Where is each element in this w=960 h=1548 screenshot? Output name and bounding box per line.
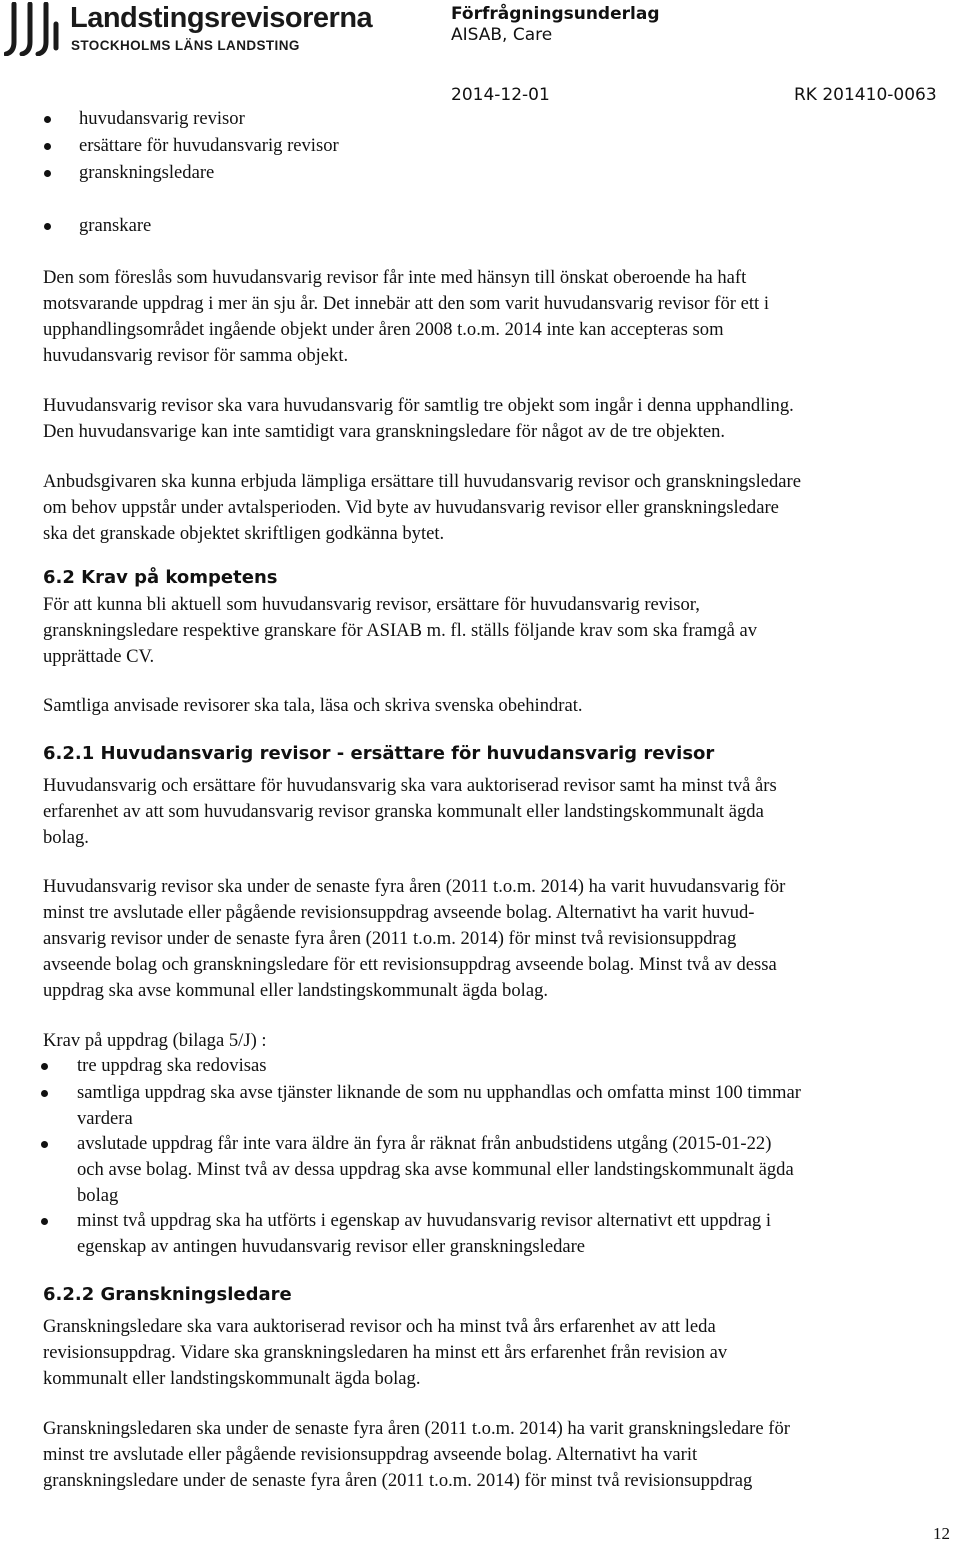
- text-line: ansvarig revisor under de senaste fyra åren (2011 t.o.m. 2014) för minst två revisionsuppdrag: [43, 928, 737, 949]
- text-line: För att kunna bli aktuell som huvudansvarig revisor, ersättare för huvudansvarig revisor,: [43, 594, 700, 615]
- bullet-icon: [41, 1141, 48, 1148]
- text-line: kommunalt eller landstingskommunalt ägda bolag.: [43, 1368, 421, 1389]
- text-line: upphandlingsområdet ingående objekt under åren 2008 t.o.m. 2014 inte kan accepteras som: [43, 319, 724, 340]
- list-item: minst två uppdrag ska ha utförts i egenskap av huvudansvarig revisor alternativt ett uppdrag i: [77, 1210, 771, 1231]
- paragraph-language: Samtliga anvisade revisorer ska tala, läsa och skriva svenska obehindrat.: [43, 695, 583, 716]
- list-item: tre uppdrag ska redovisas: [77, 1055, 267, 1076]
- bullet-icon: [41, 1218, 48, 1225]
- heading-6-2-2: 6.2.2 Granskningsledare: [43, 1284, 292, 1305]
- heading-6-2-1: 6.2.1 Huvudansvarig revisor - ersättare för huvudansvarig revisor: [43, 743, 715, 764]
- text-line: Huvudansvarig revisor ska under de senaste fyra åren (2011 t.o.m. 2014) ha varit huvudansvarig för: [43, 876, 786, 897]
- logo-subtitle: STOCKHOLMS LÄNS LANDSTING: [71, 38, 300, 53]
- text-line: uppdrag ska avse kommunal eller landstingskommunalt ägda bolag.: [43, 980, 549, 1001]
- bullet-icon: [41, 1063, 48, 1070]
- text-line: granskningsledare respektive granskare för ASIAB m. fl. ställs följande krav som ska framgå av: [43, 620, 758, 641]
- page-number: 12: [933, 1524, 950, 1543]
- text-line: Huvudansvarig revisor ska vara huvudansvarig för samtlig tre objekt som ingår i denna upphandling.: [43, 395, 794, 416]
- text-line: ska det granskade objektet skriftligen godkänna bytet.: [43, 523, 445, 544]
- bullet-icon: [44, 223, 51, 230]
- list-item: granskningsledare: [79, 162, 215, 183]
- text-line: bolag.: [43, 827, 89, 848]
- paragraph-requirements-intro: Krav på uppdrag (bilaga 5/J) :: [43, 1030, 267, 1051]
- text-line: huvudansvarig revisor för samma objekt.: [43, 345, 349, 366]
- text-line: avseende bolag och granskningsledare för ett revisionsuppdrag avseende bolag. Minst två av dessa: [43, 954, 777, 975]
- list-item: samtliga uppdrag ska avse tjänster liknande de som nu upphandlas och omfatta minst 100 timmar: [77, 1082, 801, 1103]
- text-line: minst tre avslutade eller pågående revisionsuppdrag avseende bolag. Alternativt ha varit: [43, 1444, 698, 1465]
- text-line: revisionsuppdrag. Vidare ska granskningsledaren ha minst ett års erfarenhet från revision av: [43, 1342, 728, 1363]
- list-item-continuation: och avse bolag. Minst två av dessa uppdrag ska avse kommunal eller landstingskommunalt ägda: [77, 1159, 794, 1180]
- text-line: Huvudansvarig och ersättare för huvudansvarig ska vara auktoriserad revisor samt ha minst två års: [43, 775, 777, 796]
- list-item-continuation: egenskap av antingen huvudansvarig revisor eller granskningsledare: [77, 1236, 586, 1257]
- doc-reference: RK 201410-0063: [794, 85, 937, 105]
- text-line: erfarenhet av att som huvudansvarig revisor granska kommunalt eller landstingskommunalt ägda: [43, 801, 764, 822]
- doc-date: 2014-12-01: [451, 85, 550, 105]
- bullet-icon: [44, 170, 51, 177]
- list-item-continuation: vardera: [77, 1108, 133, 1129]
- text-line: Den som föreslås som huvudansvarig revisor får inte med hänsyn till önskat oberoende ha haft: [43, 267, 747, 288]
- text-line: granskningsledare under de senaste fyra åren (2011 t.o.m. 2014) för minst två revisionsuppdrag: [43, 1470, 753, 1491]
- list-item: avslutade uppdrag får inte vara äldre än fyra år räknat från anbudstidens utgång (2015-01-22): [77, 1133, 772, 1154]
- doc-subject: AISAB, Care: [451, 25, 553, 45]
- list-item: granskare: [79, 215, 152, 236]
- heading-6-2: 6.2 Krav på kompetens: [43, 567, 278, 588]
- logo-name: Landstingsrevisorerna: [70, 2, 373, 34]
- landstingsrevisorerna-logo-icon: [4, 2, 64, 56]
- text-line: om behov uppstår under avtalsperioden. Vid byte av huvudansvarig revisor eller granskningsledare: [43, 497, 779, 518]
- list-item: ersättare för huvudansvarig revisor: [79, 135, 339, 156]
- bullet-icon: [44, 116, 51, 123]
- list-item: huvudansvarig revisor: [79, 108, 245, 129]
- logo: [4, 2, 404, 58]
- list-item-continuation: bolag: [77, 1185, 119, 1206]
- text-line: motsvarande uppdrag i mer än sju år. Det innebär att den som varit huvudansvarig revisor för ett i: [43, 293, 769, 314]
- bullet-icon: [41, 1090, 48, 1097]
- doc-type: Förfrågningsunderlag: [451, 4, 660, 24]
- text-line: Anbudsgivaren ska kunna erbjuda lämpliga ersättare till huvudansvarig revisor och granskningsledare: [43, 471, 801, 492]
- text-line: upprättade CV.: [43, 646, 155, 667]
- text-line: Granskningsledare ska vara auktoriserad revisor och ha minst två års erfarenhet av att leda: [43, 1316, 716, 1337]
- text-line: Den huvudansvarige kan inte samtidigt vara granskningsledare för något av de tre objekten.: [43, 421, 726, 442]
- text-line: Granskningsledaren ska under de senaste fyra åren (2011 t.o.m. 2014) ha varit granskningsledare för: [43, 1418, 790, 1439]
- bullet-icon: [44, 143, 51, 150]
- text-line: minst tre avslutade eller pågående revisionsuppdrag avseende bolag. Alternativt ha varit huvud-: [43, 902, 755, 923]
